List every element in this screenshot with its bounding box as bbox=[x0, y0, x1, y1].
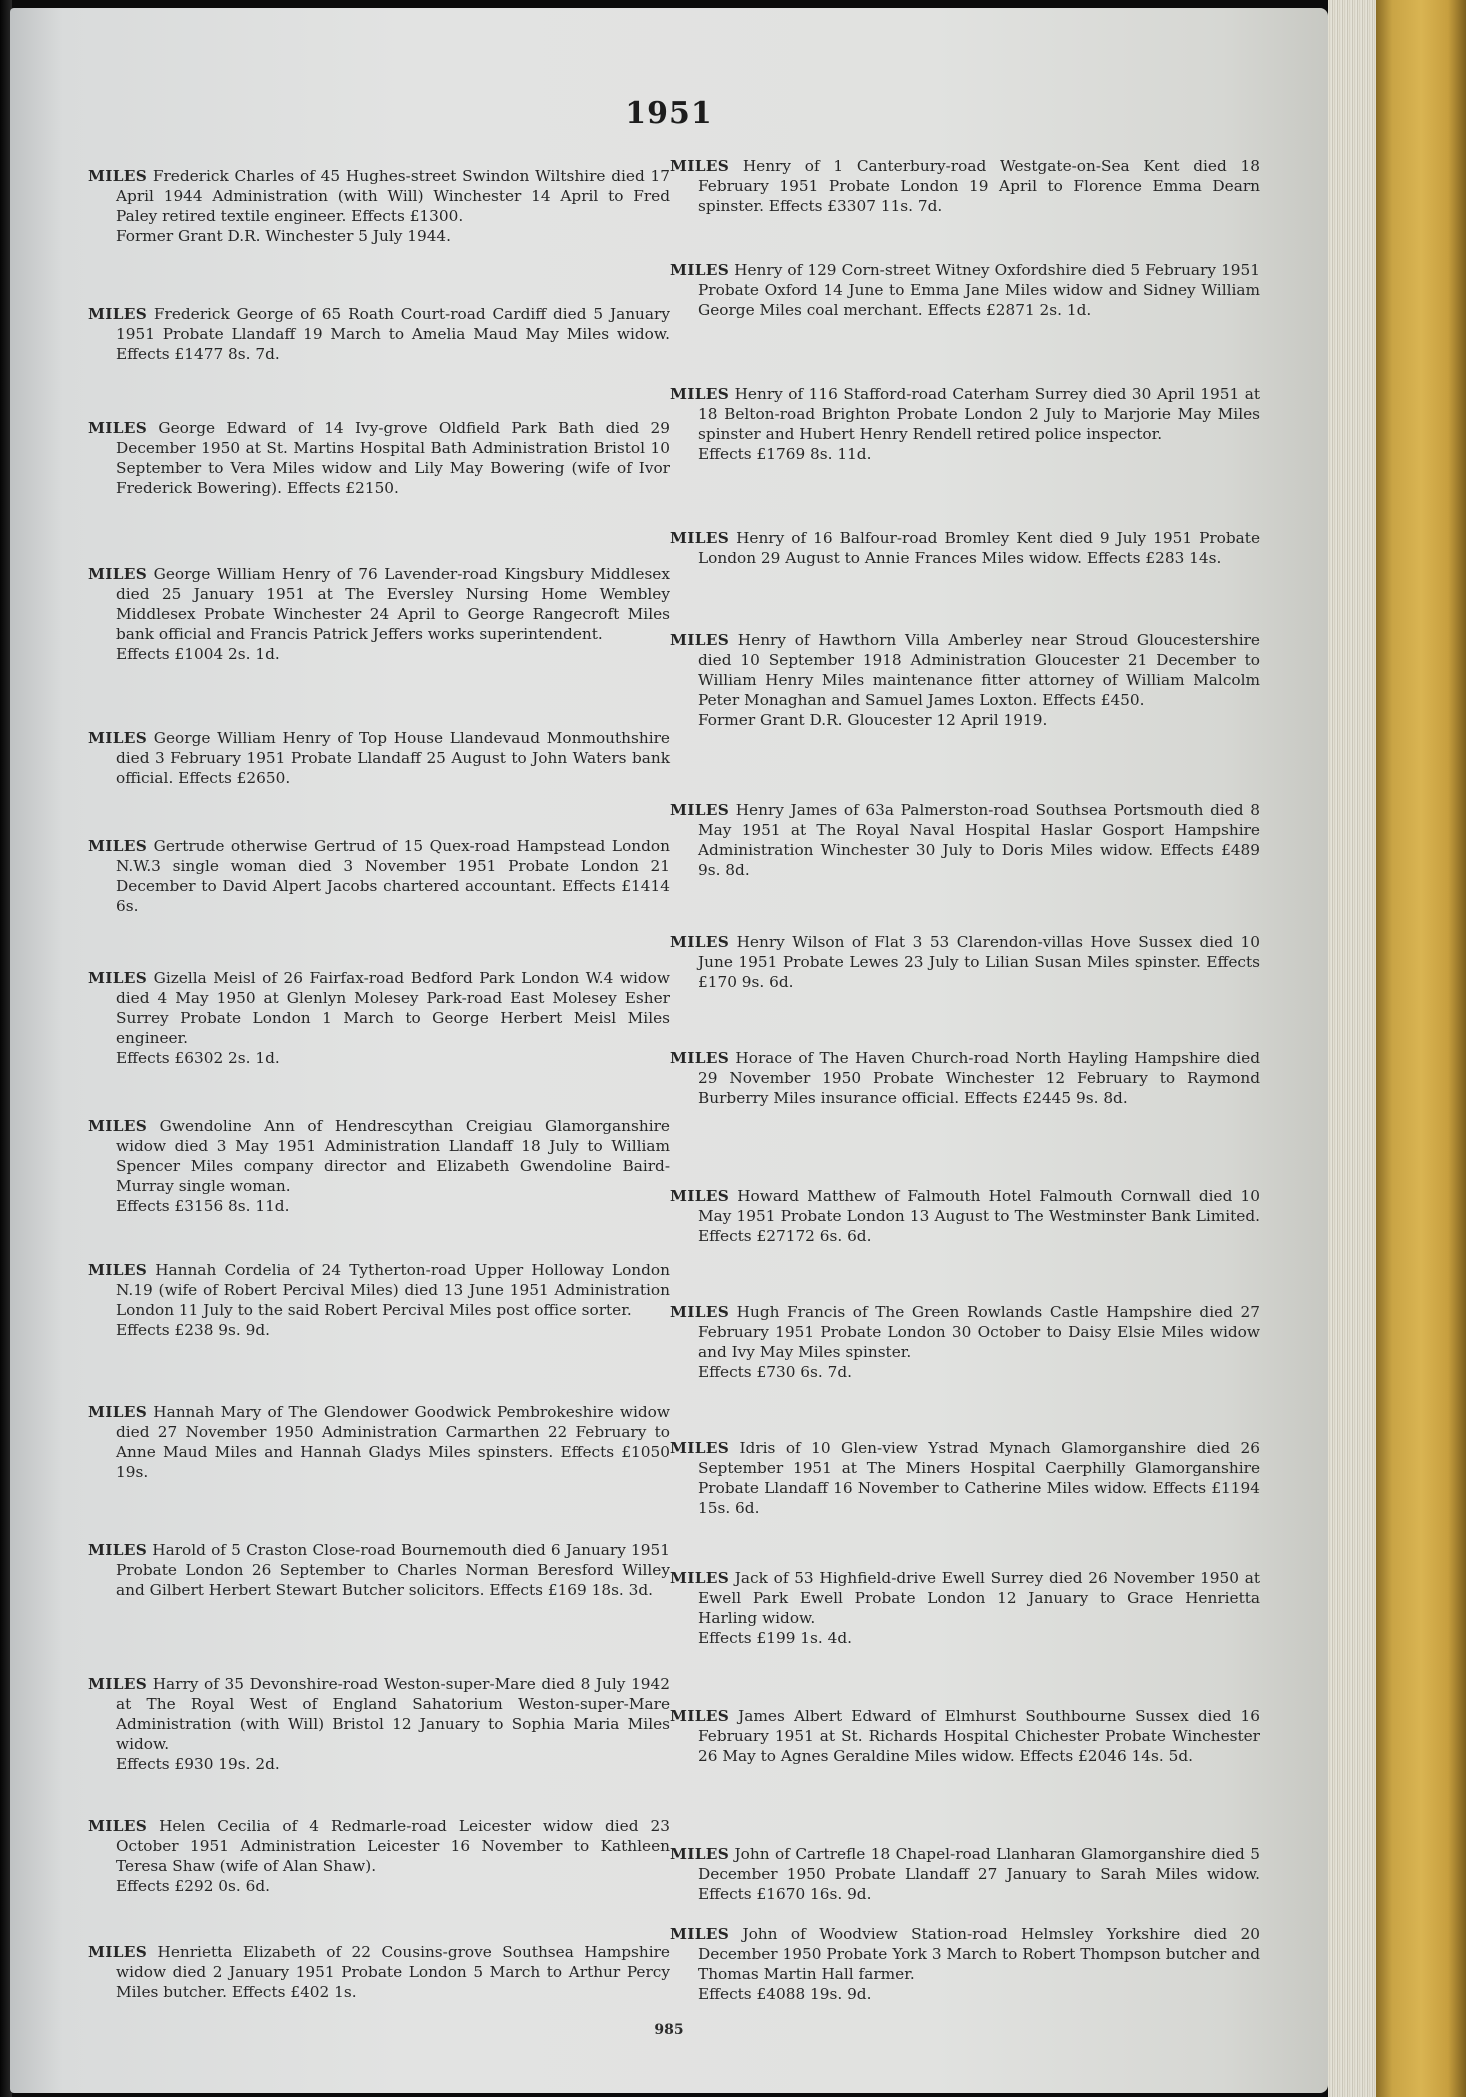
entry-surname: MILES bbox=[670, 1187, 730, 1205]
entry-text: John of Cartrefle 18 Chapel-road Llanharan Glamorganshire died 5 December 1950 Probate Llandaff 27 January to Sarah Miles widow. Effects £1670 16s. 9d. bbox=[698, 1845, 1260, 1903]
entry-text: Henry of 129 Corn-street Witney Oxfordshire died 5 February 1951 Probate Oxford 14 June to Emma Jane Miles widow and Sidney William George Miles coal merchant. Effects £2871 2s. 1d. bbox=[698, 261, 1260, 319]
entry bbox=[88, 1116, 670, 1216]
entry-surname: MILES bbox=[88, 565, 148, 583]
entry-effects: Effects £1769 8s. 11d. bbox=[698, 445, 872, 463]
entry-effects: Effects £930 19s. 2d. bbox=[116, 1755, 280, 1773]
entry-surname: MILES bbox=[670, 529, 730, 547]
entry-surname: MILES bbox=[670, 1049, 730, 1067]
entry-text: Frederick Charles of 45 Hughes-street Swindon Wiltshire died 17 April 1944 Administration (with Will) Winchester 14 April to Fred Paley retired textile engineer. Effects £1300. bbox=[116, 167, 670, 225]
entry-text: Harold of 5 Craston Close-road Bournemouth died 6 January 1951 Probate London 26 September to Charles Norman Beresford Willey and Gilbert Herbert Stewart Butcher solicitors. Effects £169 18s. 3d. bbox=[116, 1541, 670, 1599]
entry-surname: MILES bbox=[670, 1925, 730, 1943]
entry bbox=[670, 384, 1260, 464]
entry-text: Gwendoline Ann of Hendrescythan Creigiau Glamorganshire widow died 3 May 1951 Administration Llandaff 18 July to William Spencer Miles company director and Elizabeth Gwendoline Baird-Murray single woman. bbox=[116, 1117, 670, 1195]
entry bbox=[88, 1816, 670, 1896]
entry bbox=[670, 1048, 1260, 1108]
entry-text: Hannah Mary of The Glendower Goodwick Pembrokeshire widow died 27 November 1950 Administration Carmarthen 22 February to Anne Maud Miles and Hannah Gladys Miles spinsters. Effects £1050 19s. bbox=[116, 1403, 670, 1481]
entry bbox=[88, 1260, 670, 1340]
entry-surname: MILES bbox=[88, 1261, 148, 1279]
entry-surname: MILES bbox=[670, 261, 730, 279]
entry-former-grant: Former Grant D.R. Gloucester 12 April 1919. bbox=[698, 711, 1048, 729]
entry-surname: MILES bbox=[88, 1943, 148, 1961]
entry-text: Hannah Cordelia of 24 Tytherton-road Upper Holloway London N.19 (wife of Robert Percival Miles) died 13 June 1951 Administration London 11 July to the said Robert Percival Miles post office sorter. bbox=[116, 1261, 670, 1319]
entry-surname: MILES bbox=[88, 837, 148, 855]
entry bbox=[88, 304, 670, 364]
entry-surname: MILES bbox=[88, 1541, 148, 1559]
document-page bbox=[10, 8, 1328, 2093]
entry-surname: MILES bbox=[88, 167, 148, 185]
entry-text: Howard Matthew of Falmouth Hotel Falmouth Cornwall died 10 May 1951 Probate London 13 August to The Westminster Bank Limited. Effects £27172 6s. 6d. bbox=[698, 1187, 1260, 1245]
page-edges bbox=[1328, 0, 1376, 2097]
entry-surname: MILES bbox=[88, 305, 148, 323]
entry-text: John of Woodview Station-road Helmsley Yorkshire died 20 December 1950 Probate York 3 March to Robert Thompson butcher and Thomas Martin Hall farmer. bbox=[698, 1925, 1260, 1983]
entry bbox=[88, 418, 670, 498]
entry-effects: Effects £3156 8s. 11d. bbox=[116, 1197, 290, 1215]
entry bbox=[670, 1844, 1260, 1904]
entry bbox=[670, 528, 1260, 568]
entry-text: Helen Cecilia of 4 Redmarle-road Leicester widow died 23 October 1951 Administration Leicester 16 November to Kathleen Teresa Shaw (wife of Alan Shaw). bbox=[116, 1817, 670, 1875]
entry bbox=[670, 1302, 1260, 1382]
entry-surname: MILES bbox=[670, 385, 730, 403]
entry-text: Harry of 35 Devonshire-road Weston-super-Mare died 8 July 1942 at The Royal West of England Sahatorium Weston-super-Mare Administration (with Will) Bristol 12 January to Sophia Maria Miles widow. bbox=[116, 1675, 670, 1753]
entry-text: Gertrude otherwise Gertrud of 15 Quex-road Hampstead London N.W.3 single woman died 3 November 1951 Probate London 21 December to David Alpert Jacobs chartered accountant. Effects £1414 6s. bbox=[116, 837, 670, 915]
entry-surname: MILES bbox=[670, 1569, 730, 1587]
entry bbox=[88, 1540, 670, 1600]
entry-effects: Effects £1004 2s. 1d. bbox=[116, 645, 280, 663]
entry-effects: Effects £199 1s. 4d. bbox=[698, 1629, 852, 1647]
entry-effects: Effects £4088 19s. 9d. bbox=[698, 1985, 872, 2003]
entry-effects: Effects £730 6s. 7d. bbox=[698, 1363, 852, 1381]
entry-text: George William Henry of 76 Lavender-road Kingsbury Middlesex died 25 January 1951 at The Eversley Nursing Home Wembley Middlesex Probate Winchester 24 April to George Rangecroft Miles bank official and Francis Patrick Jeffers works superintendent. bbox=[116, 565, 670, 643]
entry-text: Henry of 16 Balfour-road Bromley Kent died 9 July 1951 Probate London 29 August to Annie Frances Miles widow. Effects £283 14s. bbox=[698, 529, 1260, 567]
entry-text: Henry Wilson of Flat 3 53 Clarendon-villas Hove Sussex died 10 June 1951 Probate Lewes 23 July to Lilian Susan Miles spinster. Effects £170 9s. 6d. bbox=[698, 933, 1260, 991]
entry-surname: MILES bbox=[670, 631, 730, 649]
entry bbox=[88, 1942, 670, 2002]
entry bbox=[670, 1186, 1260, 1246]
entry bbox=[88, 166, 670, 246]
entry-text: Gizella Meisl of 26 Fairfax-road Bedford Park London W.4 widow died 4 May 1950 at Glenlyn Molesey Park-road East Molesey Esher Surrey Probate London 1 March to George Herbert Meisl Miles engineer. bbox=[116, 969, 670, 1047]
book-cover-edge bbox=[1376, 0, 1466, 2097]
entry-surname: MILES bbox=[670, 1303, 730, 1321]
entry-surname: MILES bbox=[88, 729, 148, 747]
entry-surname: MILES bbox=[88, 419, 148, 437]
entry-surname: MILES bbox=[670, 157, 730, 175]
entry bbox=[670, 156, 1260, 216]
entry-former-grant: Former Grant D.R. Winchester 5 July 1944. bbox=[116, 227, 452, 245]
entry-text: Hugh Francis of The Green Rowlands Castle Hampshire died 27 February 1951 Probate London 30 October to Daisy Elsie Miles widow and Ivy May Miles spinster. bbox=[698, 1303, 1260, 1361]
page-number: 985 bbox=[654, 2022, 684, 2038]
entry-surname: MILES bbox=[88, 1403, 148, 1421]
entry bbox=[88, 1674, 670, 1774]
entry-surname: MILES bbox=[88, 1117, 148, 1135]
entry bbox=[88, 728, 670, 788]
entry-surname: MILES bbox=[670, 1707, 730, 1725]
entry bbox=[670, 1438, 1260, 1518]
entry-text: Frederick George of 65 Roath Court-road Cardiff died 5 January 1951 Probate Llandaff 19 March to Amelia Maud May Miles widow. Effects £1477 8s. 7d. bbox=[116, 305, 670, 363]
entry-surname: MILES bbox=[670, 933, 730, 951]
entry bbox=[88, 1402, 670, 1482]
entry-surname: MILES bbox=[670, 1439, 730, 1457]
entry bbox=[670, 1706, 1260, 1766]
entry-text: Horace of The Haven Church-road North Hayling Hampshire died 29 November 1950 Probate Winchester 12 February to Raymond Burberry Miles insurance official. Effects £2445 9s. 8d. bbox=[698, 1049, 1260, 1107]
year-heading: 1951 bbox=[625, 96, 713, 131]
entry-text: George Edward of 14 Ivy-grove Oldfield Park Bath died 29 December 1950 at St. Martins Hospital Bath Administration Bristol 10 September to Vera Miles widow and Lily May Bowering (wife of Ivor Frederick Bowering). Effects £2150. bbox=[116, 419, 670, 497]
entry bbox=[670, 800, 1260, 880]
entry-text: Henry James of 63a Palmerston-road Southsea Portsmouth died 8 May 1951 at The Royal Naval Hospital Haslar Gosport Hampshire Administration Winchester 30 July to Doris Miles widow. Effects £489 9s. 8d. bbox=[698, 801, 1260, 879]
entry bbox=[670, 1924, 1260, 2004]
entry-text: Henry of Hawthorn Villa Amberley near Stroud Gloucestershire died 10 September 1918 Administration Gloucester 21 December to William Henry Miles maintenance fitter attorney of William Malcolm Peter Monaghan and Samuel James Loxton. Effects £450. bbox=[698, 631, 1260, 709]
entry-text: Jack of 53 Highfield-drive Ewell Surrey died 26 November 1950 at Ewell Park Ewell Probate London 12 January to Grace Henrietta Harling widow. bbox=[698, 1569, 1260, 1627]
entry-text: Idris of 10 Glen-view Ystrad Mynach Glamorganshire died 26 September 1951 at The Miners Hospital Caerphilly Glamorganshire Probate Llandaff 16 November to Catherine Miles widow. Effects £1194 15s. 6d. bbox=[698, 1439, 1260, 1517]
entry bbox=[88, 564, 670, 664]
entry bbox=[670, 260, 1260, 320]
entry bbox=[88, 836, 670, 916]
entry-text: James Albert Edward of Elmhurst Southbourne Sussex died 16 February 1951 at St. Richards Hospital Chichester Probate Winchester 26 May to Agnes Geraldine Miles widow. Effects £2046 14s. 5d. bbox=[698, 1707, 1260, 1765]
entry-text: Henry of 116 Stafford-road Caterham Surrey died 30 April 1951 at 18 Belton-road Brighton Probate London 2 July to Marjorie May Miles spinster and Hubert Henry Rendell retired police inspector. bbox=[698, 385, 1260, 443]
entry-effects: Effects £292 0s. 6d. bbox=[116, 1877, 270, 1895]
entry bbox=[670, 932, 1260, 992]
entry-text: Henrietta Elizabeth of 22 Cousins-grove Southsea Hampshire widow died 2 January 1951 Probate London 5 March to Arthur Percy Miles butcher. Effects £402 1s. bbox=[116, 1943, 670, 2001]
entry-surname: MILES bbox=[88, 1675, 148, 1693]
entry bbox=[88, 968, 670, 1068]
entry bbox=[670, 630, 1260, 730]
entry-surname: MILES bbox=[88, 1817, 148, 1835]
entry-effects: Effects £6302 2s. 1d. bbox=[116, 1049, 280, 1067]
entry-text: Henry of 1 Canterbury-road Westgate-on-Sea Kent died 18 February 1951 Probate London 19 April to Florence Emma Dearn spinster. Effects £3307 11s. 7d. bbox=[698, 157, 1260, 215]
entry-text: George William Henry of Top House Llandevaud Monmouthshire died 3 February 1951 Probate Llandaff 25 August to John Waters bank official. Effects £2650. bbox=[116, 729, 670, 787]
entry-surname: MILES bbox=[670, 1845, 730, 1863]
entry-surname: MILES bbox=[88, 969, 148, 987]
entry-effects: Effects £238 9s. 9d. bbox=[116, 1321, 270, 1339]
entry bbox=[670, 1568, 1260, 1648]
entry-surname: MILES bbox=[670, 801, 730, 819]
